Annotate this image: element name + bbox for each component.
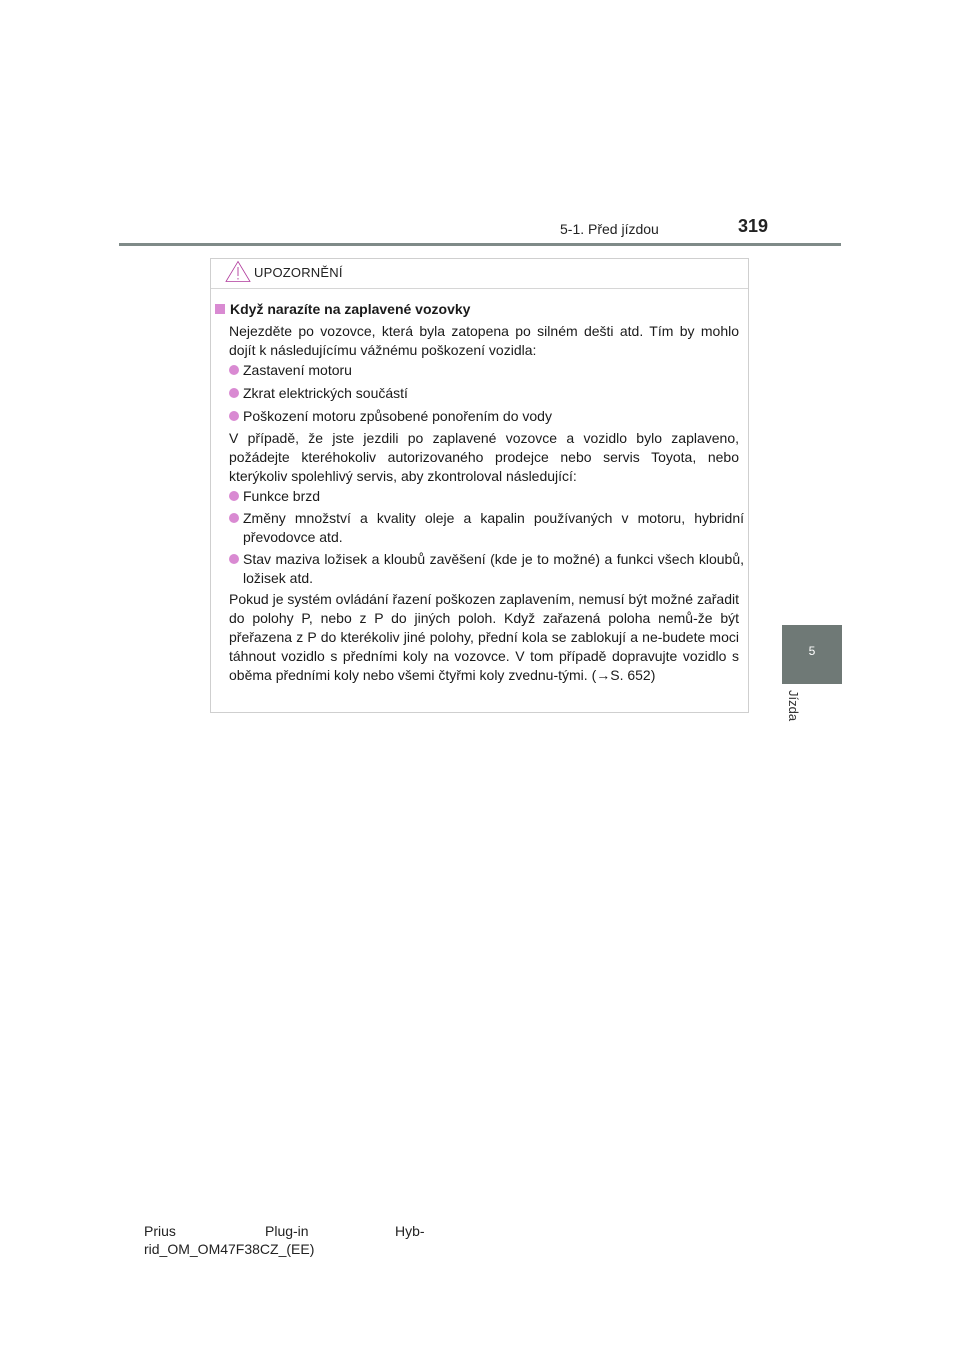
list-item <box>229 550 744 588</box>
list-item-text: Zkrat elektrických součástí <box>243 385 408 401</box>
warning-box <box>210 258 749 713</box>
bullet-dot-icon <box>229 365 239 375</box>
list-item-text: Zastavení motoru <box>243 362 352 378</box>
footer-word: Hyb- <box>395 1223 425 1239</box>
list-item-text: Funkce brzd <box>243 488 321 504</box>
footer-word: Prius <box>144 1223 176 1239</box>
section-heading-text: Když narazíte na zaplavené vozovky <box>230 301 471 317</box>
footer-line-2: rid_OM_OM47F38CZ_(EE) <box>144 1241 315 1257</box>
closing-paragraph: Pokud je systém ovládání řazení poškozen zaplavením, nemusí být možné zařadit do polohy P, nebo z P do jiných poloh. Když zařazená poloha nemů-že být přeřazena z P do kterékoliv jiné polohy, přední kola se zablokují a ne-budete moci táhnout vozidlo s předními koly na vozovce. V tom případě dopravujte vozidlo s oběma předními koly nebo všemi čtyřmi koly zvednu-tými. (→S. 652) <box>229 591 739 683</box>
list-item <box>229 407 744 426</box>
square-marker-icon <box>215 304 225 314</box>
list-item <box>229 384 744 403</box>
inspection-paragraph: V případě, že jste jezdili po zaplavené vozovce a vozidlo bylo zaplaveno, požádejte kteréhokoliv autorizovaného prodejce nebo servis Toyota, nebo kterýkoliv spolehlivý servis, aby zkontroloval následující: <box>229 430 739 484</box>
warning-header <box>211 259 748 289</box>
header-divider <box>119 243 841 246</box>
list-item <box>229 361 744 380</box>
bullet-dot-icon <box>229 554 239 564</box>
bullet-dot-icon <box>229 513 239 523</box>
chapter-tab-number: 5 <box>808 644 816 658</box>
warning-triangle-icon <box>225 260 251 283</box>
list-item-text: Poškození motoru způsobené ponořením do vody <box>243 408 552 424</box>
list-item <box>229 509 744 547</box>
bullet-dot-icon <box>229 388 239 398</box>
section-heading <box>215 301 470 317</box>
chapter-side-label: Jízda <box>786 690 801 722</box>
intro-paragraph: Nejezděte po vozovce, která byla zatopena po silném dešti atd. Tím by mohlo dojít k následujícímu vážnému poškození vozidla: <box>229 323 739 358</box>
bullet-dot-icon <box>229 411 239 421</box>
footer-word: Plug-in <box>265 1223 309 1239</box>
bullet-dot-icon <box>229 491 239 501</box>
list-item-text: Změny množství a kvality oleje a kapalin používaných v motoru, hybridní převodovce atd. <box>243 510 744 545</box>
list-item <box>229 487 744 506</box>
list-item-text: Stav maziva ložisek a kloubů zavěšení (kde je to možné) a funkci všech kloubů, ložisek atd. <box>243 551 744 586</box>
warning-title: UPOZORNĚNÍ <box>254 265 343 280</box>
section-title: 5-1. Před jízdou <box>560 221 659 237</box>
page-number: 319 <box>738 216 769 236</box>
